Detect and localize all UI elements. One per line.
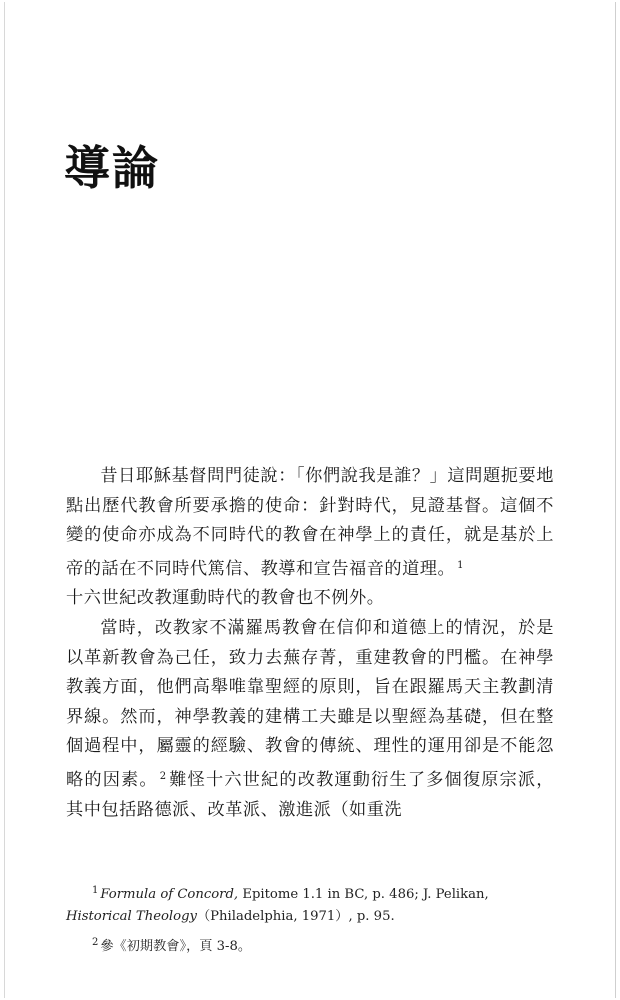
paragraph-1: [66, 462, 554, 614]
paragraph-2: [66, 614, 554, 825]
paragraph-2-cont: 難怪十六世紀的改教運動衍生了多個復原宗派，其中包括路德派、改革派、激進派（如重洗: [66, 769, 554, 820]
paragraph-1-text: 昔日耶穌基督問門徒說：「你們說我是誰？」這問題扼要地點出歷代教會所要承擔的使命：針對時代，見證基督。這個不變的使命亦成為不同時代的教會在神學上的責任，就是基於上帝的話在不同時代篤信、教導和宣告福音的道理。: [66, 466, 554, 579]
footnote-number: 1: [92, 885, 99, 896]
paragraph-2-text: 當時，改教家不滿羅馬教會在信仰和道德上的情況，於是以革新教會為己任，致力去蕪存菁，重建教會的門檻。在神學教義方面，他們高舉唯靠聖經的原則，旨在跟羅馬天主教劃清界線。然而，神學教義的建構工夫雖是以聖經為基礎，但在整個過程中，屬靈的經驗、教會的傳統、理性的運用卻是不能忽略的因素。: [66, 617, 554, 790]
footnote-number: 2: [92, 937, 99, 948]
footnote-title: Historical Theology: [66, 909, 197, 924]
footnote-ref-1[interactable]: 1: [457, 559, 465, 571]
footnote-text: Epitome 1.1 in BC, p. 486; J. Pelikan,: [238, 887, 489, 902]
footnote-2: [66, 932, 556, 958]
footnote-text: 參《初期教會》，頁 3-8。: [100, 939, 252, 954]
paragraph-1-cont: 十六世紀改教運動時代的教會也不例外。: [66, 588, 385, 609]
footnote-title: Formula of Concord,: [100, 887, 239, 902]
footnote-1: [66, 880, 556, 928]
footnotes: [66, 880, 556, 962]
footnote-ref-2[interactable]: 2: [159, 770, 167, 782]
body-text: [66, 462, 554, 825]
footnote-text: （Philadelphia, 1971）, p. 95.: [197, 909, 395, 924]
chapter-title: 導論: [64, 141, 160, 195]
